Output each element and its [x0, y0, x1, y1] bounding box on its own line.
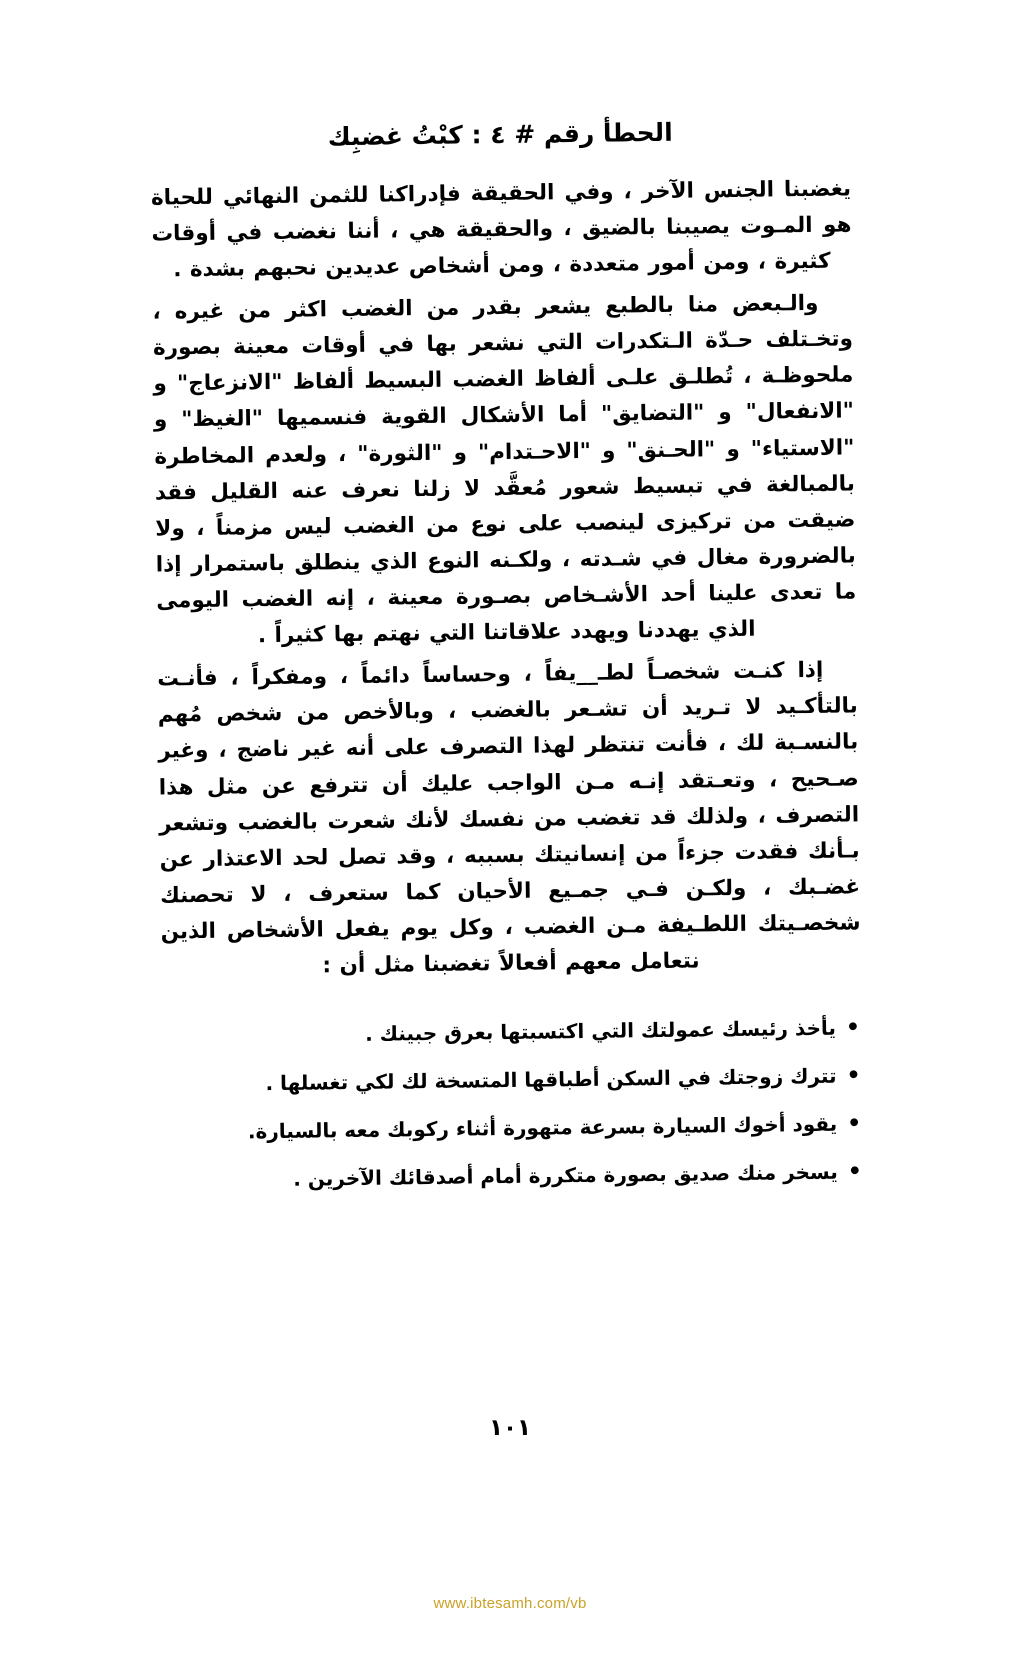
site-watermark: www.ibtesamh.com/vb: [433, 1595, 587, 1612]
list-item: • يسخر منك صديق بصورة متكررة أمام أصدقائك الآخرين .: [164, 1155, 864, 1196]
page-number: ١٠١: [488, 1415, 532, 1441]
list-item: • يقود أخوك السيارة بسرعة متهورة أثناء ركوبك معه بالسيارة.: [163, 1107, 863, 1148]
paragraph-1: يغضبنا الجنس الآخر ، وفي الحقيقة فإدراكنا للثمن النهائي للحياة هو المـوت يصيبنا بالضيق ، والحقيقة هي ، أننا نغضب في أوقات كثيرة ، ومن أمور متعددة ، ومن أشخاص عديدين نحبهم بشدة .: [150, 176, 852, 283]
paragraph-3: إذا كنـت شخصـاً لطـ__يفاً ، وحساساً دائماً ، ومفكراً ، فأنـت بالتأكـيد لا تـريد أن تشـعر بالغضب ، وبالأخص من شخص مُهم بالنسـبة لك ، فأنت تنتظر لهذا التصرف على أنه غير ناضج ، وغير صـحيح ، وتعـتقد إنـه مـن الواجب عليك أن تترفع عن مثل هذا التصرف ، ولذلك قد تغضب من نفسك لأنك شعرت بالغضب وتشعر بـأنك فقدت جزءاً من إنسانيتك بسببه ، وقد تصل لحد الاعتذار عن غضـبك ، ولكـن فـي جمـيع الأحيان كما ستعرف ، لا تحصنك شخصـيتك اللطـيفة مـن الغضب ، وكل يوم يفعل الأشخاص الذين نتعامل معهم أفعالاً تغضبنا مثل أن :: [157, 657, 861, 979]
paragraph-2: والـبعض منا بالطبع يشعر بقدر من الغضب اكثر من غيره ، وتخـتلف حـدّة الـتكدرات التي نشعر بها في أوقات معينة بصورة ملحوظـة ، تُطلـق علـى ألفاظ الغضب البسيط ألفاظ "الانزعاج" و "الانفعال" و "التضايق" أما الأشكال القوية فنسميها "الغيظ" و "الاستياء" و "الحـنق" و "الاحـتدام" و "الثورة" ، ولعدم المخاطرة بالمبالغة في تبسيط شعور مُعقَّد لا زلنا نعرف عنه القليل فقد ضيقت من تركيزى لينصب على نوع من الغضب ليس مزمناً ، ولا بالضرورة مغال في شـدته ، ولكـنه النوع الذي ينطلق باستمرار إذا ما تعدى علينا أحد الأشـخاص بصـورة معينة ، إنه الغضب اليومى الذي يهددنا ويهدد علاقاتنا التي نهتم بها كثيراً .: [152, 290, 857, 649]
page-content: [150, 113, 864, 1212]
bullet-list: [162, 1011, 864, 1196]
page-title: الحطأ رقم # ٤ : كبْتُ غضبِك: [327, 117, 673, 152]
list-item: • تترك زوجتك في السكن أطباقها المتسخة لك لكي تغسلها .: [162, 1059, 862, 1100]
list-item: • يأخذ رئيسك عمولتك التي اكتسبتها بعرق جبينك .: [162, 1011, 862, 1052]
